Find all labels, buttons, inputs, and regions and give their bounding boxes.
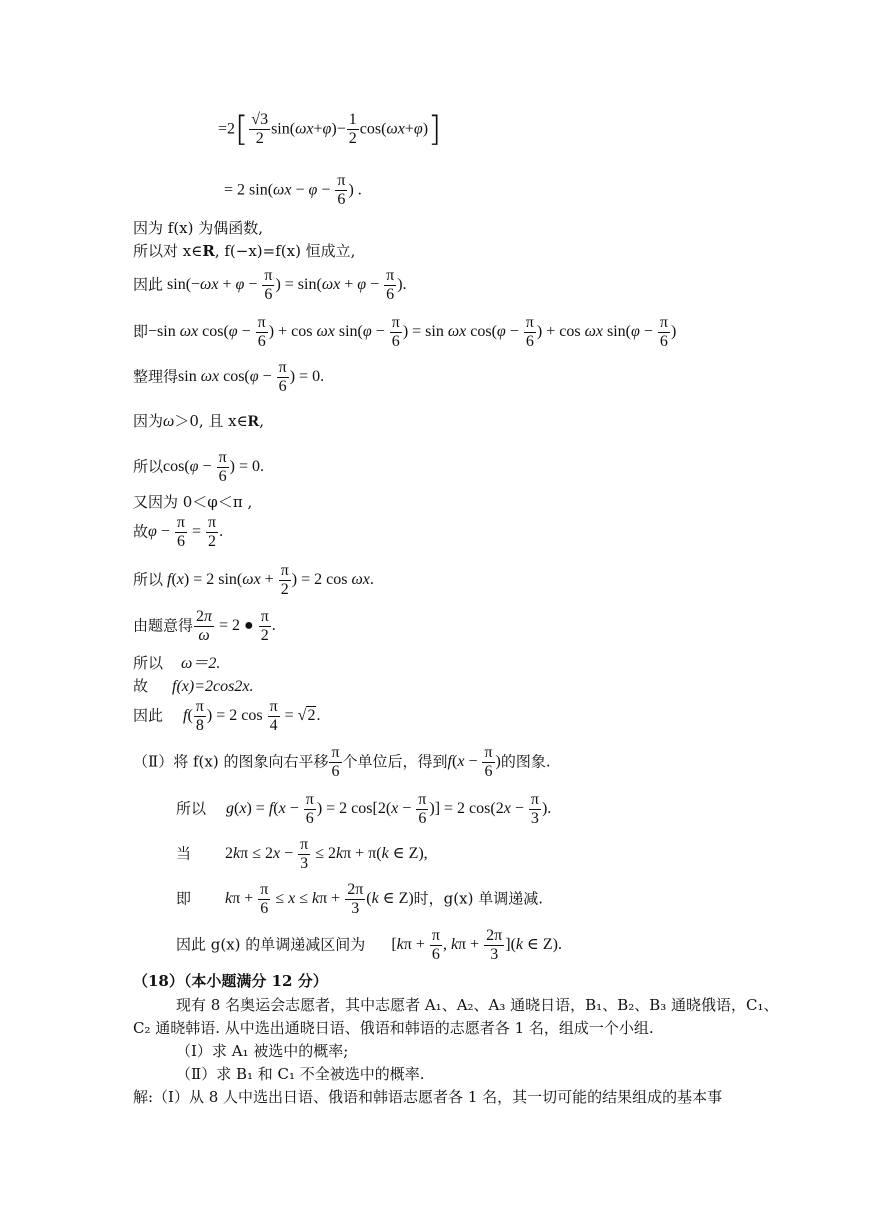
- text-line: 所以 f(x) = 2 sin(ωx + $\frac{\pi}{2}$ ) = 2 cos ωx.: [133, 562, 374, 598]
- text-line: 因此 sin(−ωx + φ − $\frac{\pi}{6}$ ) = sin(ωx + φ − $\frac{\pi}{6}$ ).: [133, 267, 407, 303]
- solution-text: 解:（Ⅰ）从 8 人中选出日语、俄语和韩语志愿者各 1 名，其一切可能的结果组成的基本事: [133, 1088, 723, 1106]
- equation-simplified: = 2 sin(ωx − φ − $\frac{\pi}{6}$ ) .: [224, 172, 362, 208]
- text-line: 整理得sin ωx cos(φ − $\frac{\pi}{6}$ ) = 0.: [133, 359, 325, 395]
- text-line: 故φ − $\frac{\pi}{6}$ = $\frac{\pi}{2}$ .: [133, 514, 224, 550]
- problem-text: 现有 8 名奥运会志愿者，其中志愿者 A₁、A₂、A₃ 通晓日语，B₁、B₂、B₃ 通晓俄语，C₁、: [176, 996, 779, 1014]
- text-line: 所以 g(x) = f(x − $\frac{\pi}{6}$ ) = 2 cos[2(x − $\frac{\pi}{6}$ )] = 2 cos(2x − $\frac{\pi}{3}$ ).: [176, 791, 552, 827]
- text-line: （Ⅱ）将 f(x) 的图象向右平移 $\frac{\pi}{6}$ 个单位后，得到f(x − $\frac{\pi}{6}$ )的图象.: [133, 744, 551, 780]
- problem-text: C₂ 通晓韩语. 从中选出通晓日语、俄语和韩语的志愿者各 1 名，组成一个小组.: [133, 1019, 654, 1037]
- text-line: 即−sin ωx cos(φ − $\frac{\pi}{6}$ ) + cos ωx sin(φ − $\frac{\pi}{6}$ ) = sin ωx cos(φ − $\frac{\pi}{6}$ ) + cos ωx sin(φ − $\frac{\pi}{6}$ ): [133, 314, 677, 350]
- text-line: 因为ω＞0, 且 x∈R,: [133, 412, 265, 430]
- text-line: 当 2kπ ≤ 2x − $\frac{\pi}{3}$ ≤ 2kπ + π(k ∈ Z),: [176, 836, 428, 872]
- text-line: 所以对 x∈R, f(−x)=f(x) 恒成立,: [133, 242, 356, 260]
- problem-question: （Ⅱ）求 B₁ 和 C₁ 不全被选中的概率.: [176, 1065, 425, 1083]
- text-line: 因为 f(x) 为偶函数,: [133, 219, 264, 237]
- text-line: 故 f(x)=2cos2x.: [133, 677, 254, 695]
- problem-heading: （18）（本小题满分 12 分）: [133, 972, 328, 990]
- text-line: 所以cos(φ − $\frac{\pi}{6}$ ) = 0.: [133, 449, 264, 485]
- text-line: 由题意得 $\frac{2\pi}{\omega}$ = 2 ● $\frac{\pi}{2}$ .: [133, 608, 276, 644]
- text-line: 因此 f( $\frac{\pi}{8}$ ) = 2 cos $\frac{\pi}{4}$ = √2.: [133, 698, 321, 734]
- problem-question: （Ⅰ）求 A₁ 被选中的概率;: [176, 1042, 349, 1060]
- text-line: 所以 ω＝2.: [133, 654, 221, 672]
- text-line: 又因为 0＜φ＜π ,: [133, 493, 253, 511]
- equation-expanded: =2[ $\frac{√3}{2}$ sin(ωx+φ)− $\frac{1}{2}$ cos(ωx+φ)]: [218, 109, 442, 150]
- text-line: 因此 g(x) 的单调递减区间为 [kπ + $\frac{\pi}{6}$ , kπ + $\frac{2\pi}{3}$ ](k ∈ Z).: [176, 927, 562, 963]
- text-line: 即 kπ + $\frac{\pi}{6}$ ≤ x ≤ kπ + $\frac{2\pi}{3}$ (k ∈ Z)时，g(x) 单调递减.: [176, 881, 543, 917]
